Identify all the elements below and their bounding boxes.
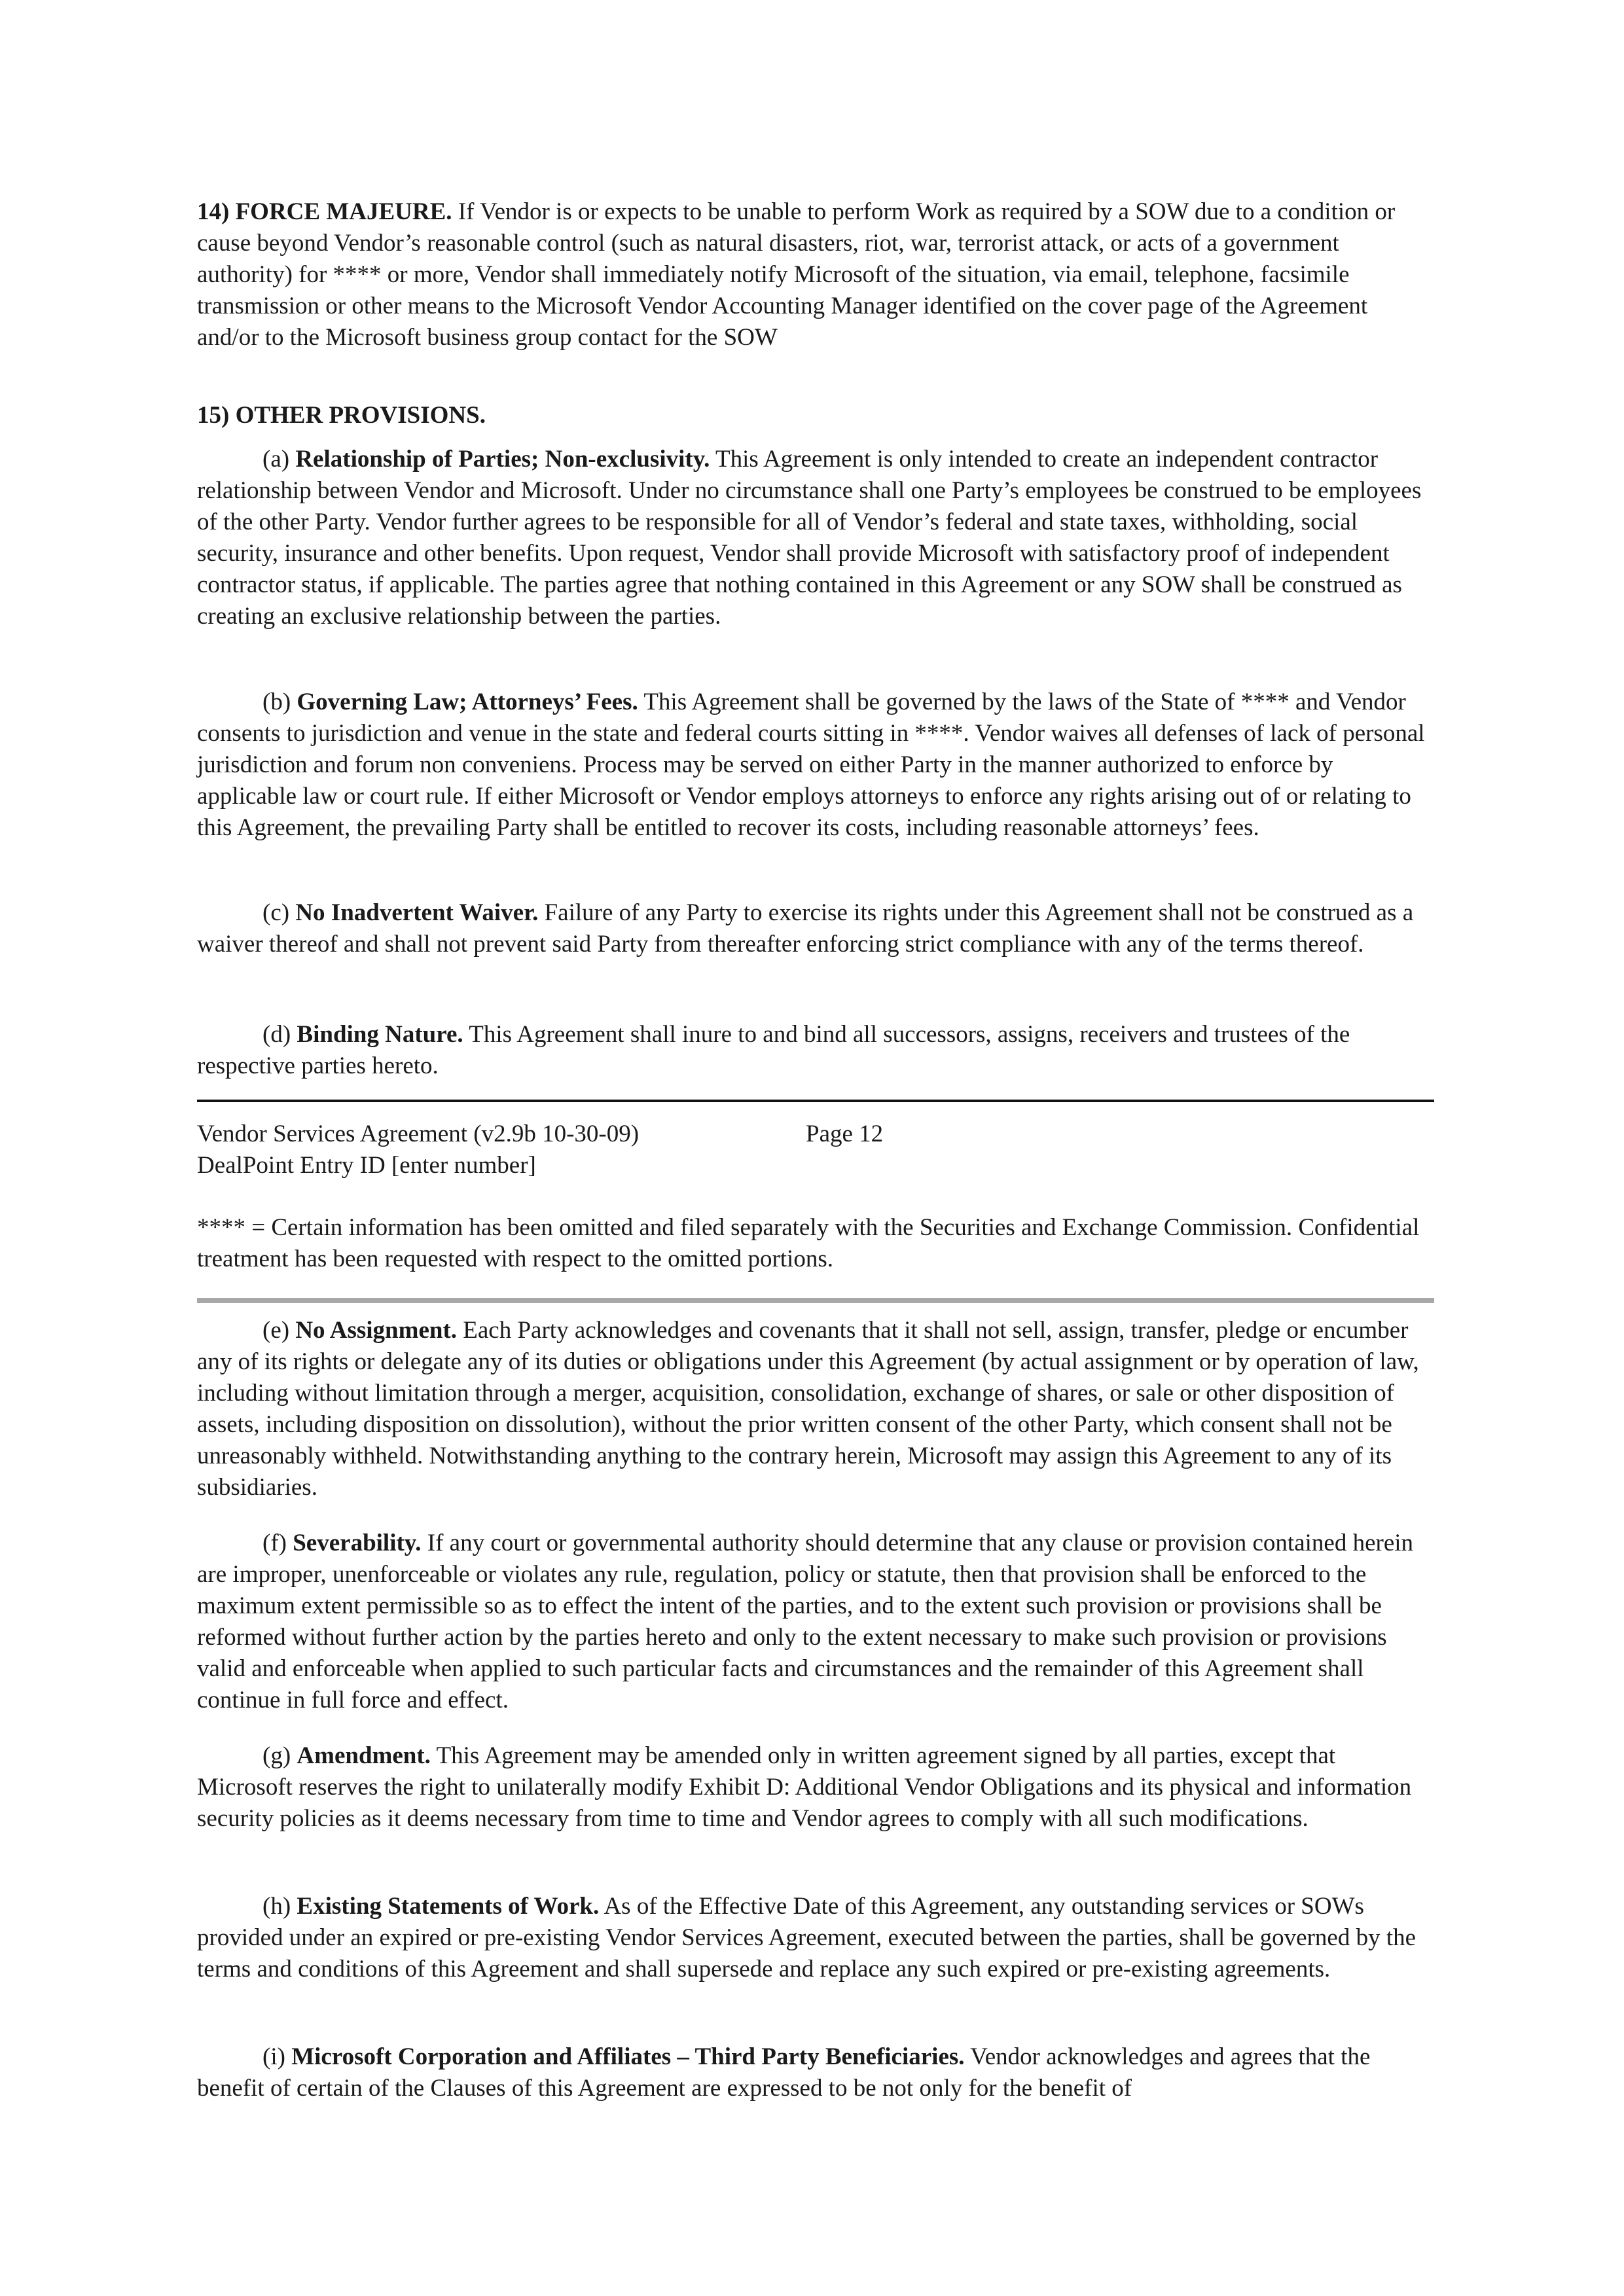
clause-b-label: (b) <box>262 689 297 715</box>
clause-c-paragraph <box>197 897 1434 960</box>
clause-g-label: (g) <box>262 1742 297 1769</box>
clause-a-title: Relationship of Parties; Non-exclusivity. <box>295 446 710 473</box>
footer-agreement-version: Vendor Services Agreement (v2.9b 10-30-09) <box>197 1121 640 1147</box>
clause-g-paragraph <box>197 1740 1434 1835</box>
clause-c-label: (c) <box>262 899 296 926</box>
section-14-body: If Vendor is or expects to be unable to perform Work as required by a SOW due to a condition or cause beyond Vendor’s reasonable control (such as natural disasters, riot, war, terrorist attack, or acts of a government authority) for **** or more, Vendor shall immediately notify Microsoft of the situation, via email, telephone, facsimile transmission or other means to the Microsoft Vendor Accounting Manager identified on the cover page of the Agreement and/or to the Microsoft business group contact for the SOW <box>197 198 1396 351</box>
clause-a-paragraph <box>197 444 1434 632</box>
clause-f-body: If any court or governmental authority should determine that any clause or provision contained herein are improper, unenforceable or violates any rule, regulation, policy or statute, then that provision shall be enforced to the maximum extent permissible so as to effect the intent of the parties, and to the extent such provision or provisions shall be reformed without further action by the parties hereto and only to the extent necessary to make such provision or provisions valid and enforceable when applied to such particular facts and circumstances and the remainder of this Agreement shall continue in full force and effect. <box>197 1530 1414 1713</box>
clause-g-title: Amendment. <box>297 1742 431 1769</box>
clause-e-paragraph <box>197 1315 1434 1503</box>
clause-h-label: (h) <box>262 1893 297 1920</box>
clause-h-paragraph <box>197 1891 1434 1985</box>
clause-d-paragraph <box>197 1019 1434 1082</box>
section-14-heading: 14) FORCE MAJEURE. <box>197 198 452 225</box>
clause-g-body: This Agreement may be amended only in written agreement signed by all parties, except that Microsoft reserves the right to unilaterally modify Exhibit D: Additional Vendor Obligations and its physical and information security policies as it deems necessary from time to time and Vendor agrees to comply with all such modifications. <box>197 1742 1412 1832</box>
clause-a-label: (a) <box>262 446 296 473</box>
clause-i-label: (i) <box>262 2043 292 2070</box>
clause-e-title: No Assignment. <box>295 1317 458 1344</box>
section-15-heading: 15) OTHER PROVISIONS. <box>197 402 486 429</box>
footer-page-number: Page 12 <box>806 1121 884 1147</box>
clause-b-body: This Agreement shall be governed by the laws of the State of **** and Vendor consents to jurisdiction and venue in the state and federal courts sitting in ****. Vendor waives all defenses of lack of personal jurisdiction and forum non conveniens. Process may be served on either Party in the manner authorized to enforce by applicable law or court rule. If either Microsoft or Vendor employs attorneys to enforce any rights arising out of or relating to this Agreement, the prevailing Party shall be entitled to recover its costs, including reasonable attorneys’ fees. <box>197 689 1425 841</box>
footer-entry-id: DealPoint Entry ID [enter number] <box>197 1152 536 1179</box>
clause-e-body: Each Party acknowledges and covenants that it shall not sell, assign, transfer, pledge or encumber any of its rights or delegate any of its duties or obligations under this Agreement (by actual assignment or by operation of law, including without limitation through a merger, acquisition, consolidation, exchange of shares, or sale or other disposition of assets, including disposition on dissolution), without the prior written consent of the other Party, which consent shall not be unreasonably withheld. Notwithstanding anything to the contrary herein, Microsoft may assign this Agreement to any of its subsidiaries. <box>197 1317 1419 1501</box>
clause-c-body: Failure of any Party to exercise its rights under this Agreement shall not be construed as a waiver thereof and shall not prevent said Party from thereafter enforcing strict compliance with any of the terms thereof. <box>197 899 1414 958</box>
clause-d-body: This Agreement shall inure to and bind all successors, assigns, receivers and trustees of the respective parties hereto. <box>197 1021 1350 1079</box>
clause-f-paragraph <box>197 1528 1434 1716</box>
clause-i-paragraph <box>197 2041 1434 2104</box>
clause-c-title: No Inadvertent Waiver. <box>295 899 539 926</box>
section-14-paragraph <box>197 196 1434 353</box>
clause-f-title: Severability. <box>293 1530 422 1556</box>
clause-h-body: As of the Effective Date of this Agreement, any outstanding services or SOWs provided under an expired or pre-existing Vendor Services Agreement, executed between the parties, shall be governed by the terms and conditions of this Agreement and shall supersede and replace any such expired or pre-existing agreements. <box>197 1893 1416 1982</box>
clause-d-title: Binding Nature. <box>297 1021 463 1048</box>
confidential-treatment-note: **** = Certain information has been omitted and filed separately with the Securities and Exchange Commission. Confidential treatment has been requested with respect to the omitted portions. <box>197 1214 1420 1272</box>
clause-e-label: (e) <box>262 1317 296 1344</box>
clause-i-title: Microsoft Corporation and Affiliates – Third Party Beneficiaries. <box>291 2043 965 2070</box>
clause-i-body: Vendor acknowledges and agrees that the benefit of certain of the Clauses of this Agreement are expressed to be not only for the benefit of <box>197 2043 1371 2102</box>
clause-b-paragraph <box>197 687 1434 844</box>
clause-h-title: Existing Statements of Work. <box>297 1893 600 1920</box>
page-break-rule <box>197 1298 1434 1303</box>
clause-b-title: Governing Law; Attorneys’ Fees. <box>297 689 638 715</box>
clause-a-body: This Agreement is only intended to create an independent contractor relationship between Vendor and Microsoft. Under no circumstance shall one Party’s employees be construed to be employees of the other Party. Vendor further agrees to be responsible for all of Vendor’s federal and state taxes, withholding, social security, insurance and other benefits. Upon request, Vendor shall provide Microsoft with satisfactory proof of independent contractor status, if applicable. The parties agree that nothing contained in this Agreement or any SOW shall be construed as creating an exclusive relationship between the parties. <box>197 446 1422 630</box>
clause-d-label: (d) <box>262 1021 297 1048</box>
footer-divider <box>197 1100 1434 1102</box>
clause-f-label: (f) <box>262 1530 293 1556</box>
